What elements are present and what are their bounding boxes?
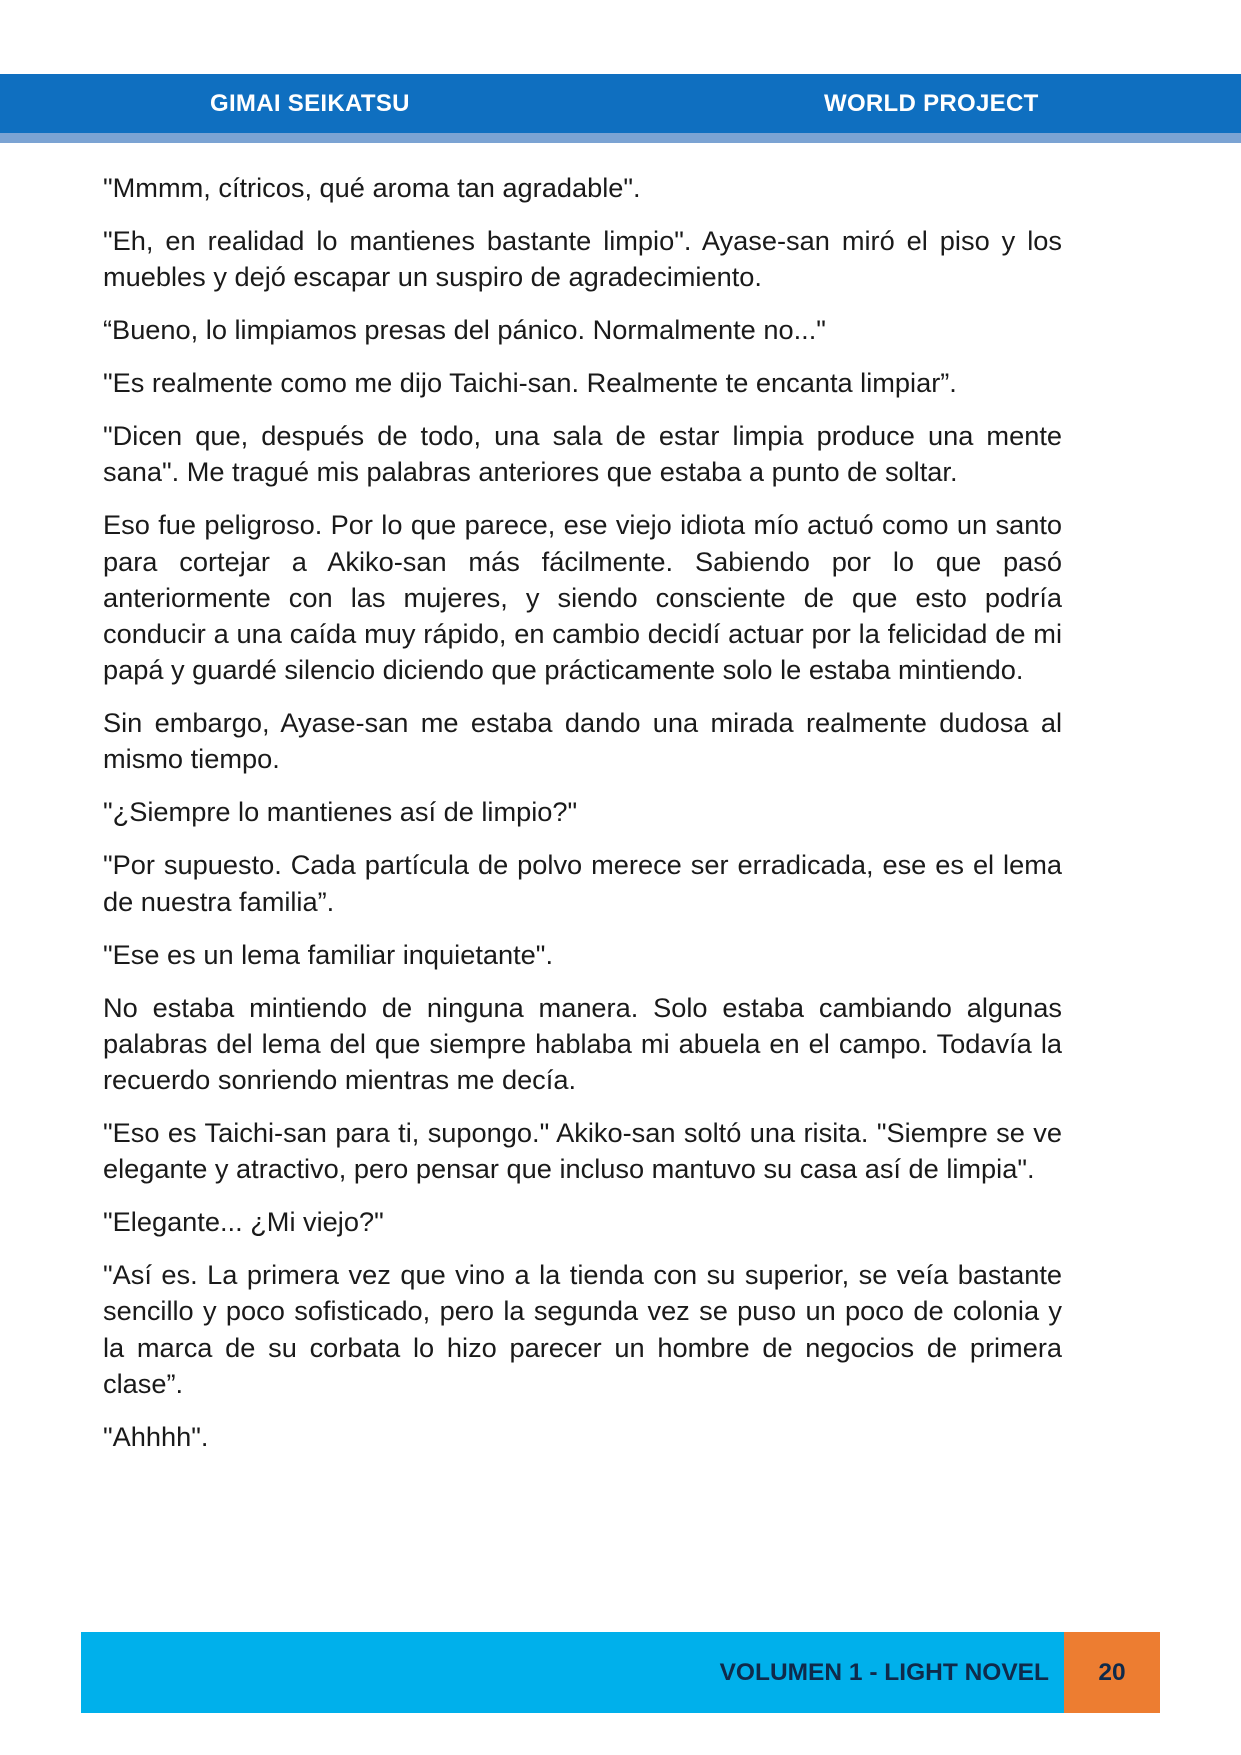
paragraph-11: No estaba mintiendo de ninguna manera. Solo estaba cambiando algunas palabras del lema del que siempre hablaba mi abuela en el campo. Todavía la recuerdo sonriendo mientras me decía. [103,991,1062,1096]
paragraph-8: "¿Siempre lo mantienes así de limpio?" [103,796,578,828]
paragraph-6: Eso fue peligroso. Por lo que parece, ese viejo idiota mío actuó como un santo para cortejar a Akiko-san más fácilmente. Sabiendo por lo que pasó anteriormente con las mujeres, y siendo consciente de que esto podría conducir a una caída muy rápido, en cambio decidí actuar por la felicidad de mi papá y guardé silencio diciendo que prácticamente solo le estaba mintiendo. [103,509,1062,686]
paragraph-9: "Por supuesto. Cada partícula de polvo merece ser erradicada, ese es el lema de nuestra familia”. [103,849,1062,917]
paragraph-5: "Dicen que, después de todo, una sala de estar limpia produce una mente sana". Me tragué mis palabras anteriores que estaba a punto de soltar. [103,420,1062,488]
page-footer [81,1632,1064,1713]
paragraph-14: "Así es. La primera vez que vino a la tienda con su superior, se veía bastante sencillo y poco sofisticado, pero la segunda vez se puso un poco de colonia y la marca de su corbata lo hizo parecer un hombre de negocios de primera clase”. [103,1259,1062,1399]
paragraph-4: "Es realmente como me dijo Taichi-san. Realmente te encanta limpiar”. [103,367,957,399]
header-group-title: WORLD PROJECT [824,90,1039,117]
header-series-title: GIMAI SEIKATSU [210,90,410,117]
page-body [103,170,1062,1472]
footer-volume-label: VOLUMEN 1 - LIGHT NOVEL [719,1659,1049,1686]
paragraph-7: Sin embargo, Ayase-san me estaba dando una mirada realmente dudosa al mismo tiempo. [103,707,1062,775]
paragraph-1: "Mmmm, cítricos, qué aroma tan agradable". [103,172,641,203]
paragraph-3: “Bueno, lo limpiamos presas del pánico. Normalmente no..." [103,314,826,346]
paragraph-10: "Ese es un lema familiar inquietante". [103,938,554,970]
paragraph-15: "Ahhhh". [103,1420,209,1452]
paragraph-2: "Eh, en realidad lo mantienes bastante limpio". Ayase-san miró el piso y los muebles y dejó escapar un suspiro de agradecimiento. [103,225,1062,293]
header-stripe [0,133,1241,143]
page-number: 20 [1098,1659,1126,1686]
page-header [0,74,1241,133]
page-number-box [1064,1632,1160,1713]
paragraph-13: "Elegante... ¿Mi viejo?" [103,1206,384,1238]
paragraph-12: "Eso es Taichi-san para ti, supongo." Akiko-san soltó una risita. "Siempre se ve elegante y atractivo, pero pensar que incluso mantuvo su casa así de limpia". [103,1117,1062,1185]
